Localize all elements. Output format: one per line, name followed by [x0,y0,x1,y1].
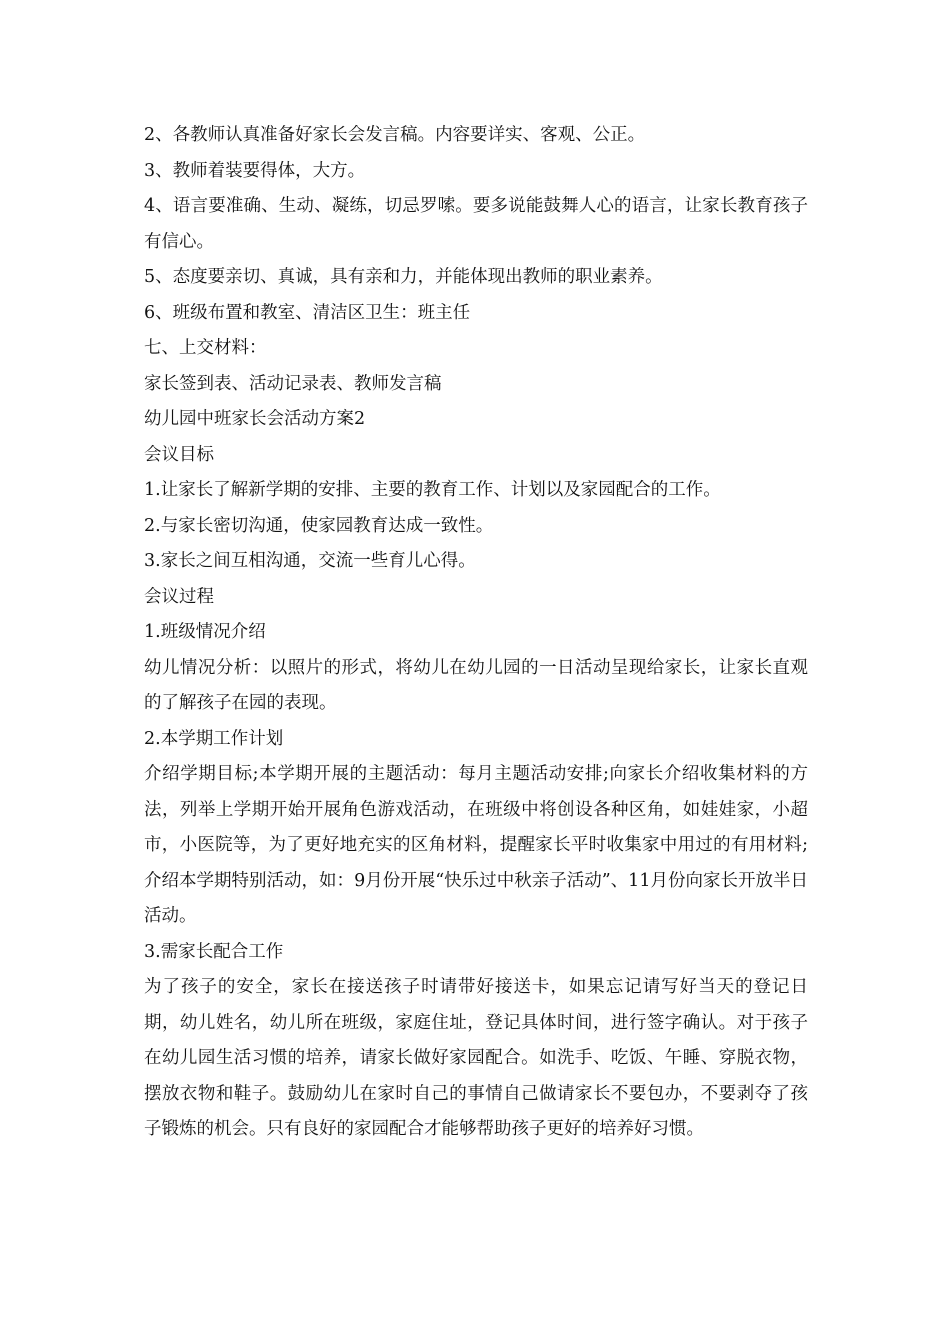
work-plan-body: 介绍学期目标;本学期开展的主题活动：每月主题活动安排;向家长介绍收集材料的方法，列举上学期开始开展角色游戏活动，在班级中将创设各种区角，如娃娃家，小超市，小医院等，为了更好地充实的区角材料，提醒家长平时收集家中用过的有用材料;介绍本学期特别活动，如：9月份开展“快乐过中秋亲子活动”、11月份向家长开放半日活动。 [144,764,808,926]
process-heading-work-plan: 2.本学期工作计划 [144,728,284,749]
document-page [144,118,808,1148]
paragraph-item-2: 2、各教师认真准备好家长会发言稿。内容要详实、客观、公正。 [144,125,646,145]
plan-title: 幼儿园中班家长会活动方案2 [144,409,366,429]
paragraph-item-4: 4、语言要准确、生动、凝练，切忌罗嗦。要多说能鼓舞人心的语言，让家长教育孩子有信心。 [144,196,808,252]
section-heading-submit-materials: 七、上交材料： [144,338,267,358]
goal-item-2: 2.与家长密切沟通，使家园教育达成一致性。 [144,515,494,536]
parent-cooperation-body: 为了孩子的安全，家长在接送孩子时请带好接送卡，如果忘记请写好当天的登记日期，幼儿姓名，幼儿所在班级，家庭住址，登记具体时间，进行签字确认。对于孩子在幼儿园生活习惯的培养，请家长做好家园配合。如洗手、吃饭、午睡、穿脱衣物，摆放衣物和鞋子。鼓励幼儿在家时自己的事情自己做请家长不要包办，不要剥夺了孩子锻炼的机会。只有良好的家园配合才能够帮助孩子更好的培养好习惯。 [144,977,808,1139]
paragraph-item-3: 3、教师着装要得体，大方。 [144,160,366,181]
goal-item-3: 3.家长之间互相沟通，交流一些育儿心得。 [144,551,476,571]
goal-item-1: 1.让家长了解新学期的安排、主要的教育工作、计划以及家园配合的工作。 [144,480,721,500]
class-intro-body: 幼儿情况分析：以照片的形式，将幼儿在幼儿园的一日活动呈现给家长，让家长直观的了解孩子在园的表现。 [144,657,808,713]
paragraph-item-5: 5、态度要亲切、真诚，具有亲和力，并能体现出教师的职业素养。 [144,267,663,287]
process-heading-parent-cooperation: 3.需家长配合工作 [144,941,284,962]
paragraph-item-6: 6、班级布置和教室、清洁区卫生：班主任 [144,302,471,323]
section-heading-meeting-goals: 会议目标 [144,444,214,465]
section-heading-meeting-process: 会议过程 [144,586,214,607]
process-heading-class-intro: 1.班级情况介绍 [144,622,266,642]
materials-list: 家长签到表、活动记录表、教师发言稿 [144,373,442,394]
